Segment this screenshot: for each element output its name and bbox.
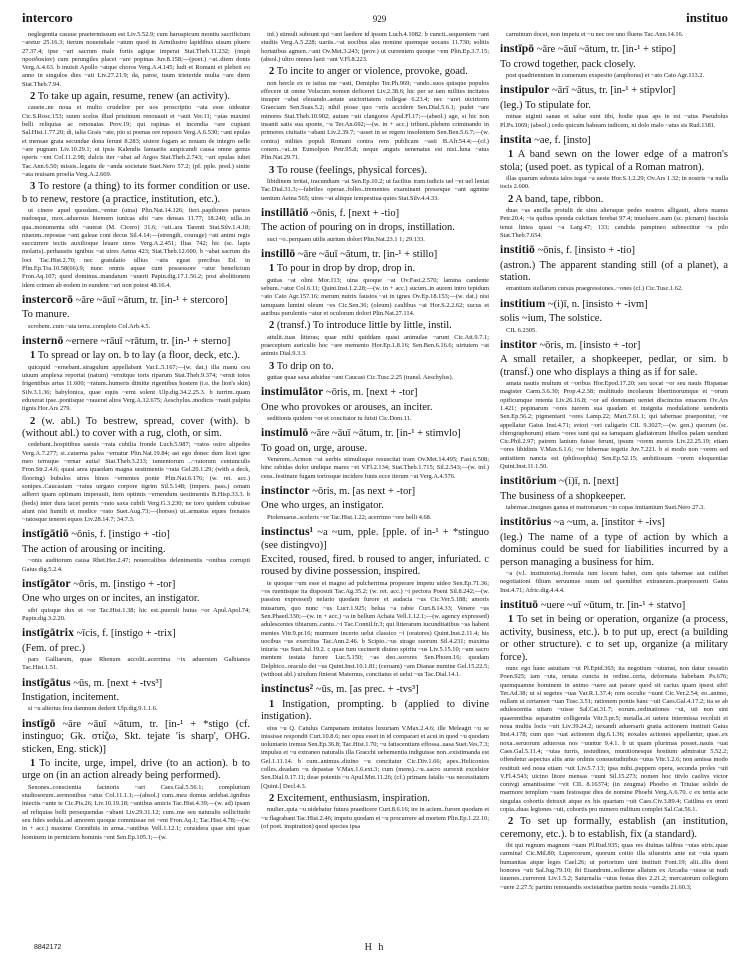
headword: instīpō bbox=[500, 42, 535, 56]
citations: non hercle ex re istius me ~asti, Demipho Ter.Ph.969; ~ando..suos quisque populos effecere ut omne Volscum nomen deficeret Liv.2.38.6; hic per se iam milites incitatos insuper ~abat eleuando..aetate auctoritatem collegae 6.23.4; nec ~aret uictricem Graeciam Sen.Suas.5.2; nihil posse quo ~eris accidere Sen.Dial.5.6.1; pudet ~are minores Stat.Theb.10.902; auium ~ati clangores Apul.Fl.17;—(absol.) age, si hic non insanit satis sua sponte, ~a Ter.An.692;—(w. in + acc.) tribuni..plebem criminando in primores ciuitatis ~abant Liv.2.39.7; ~asset in se regem insolentem Sen.Ben.5.6.7;—(w. contra) milites populi Romani contra rem publicam ~asti B.Afr.54.4;—(cf.) conem..~at..in Eumolpon Petr.95.8; neque anguis uenenatus est nisi..luna ~atus Plin.Nat.29.71. bbox=[261, 79, 489, 162]
sense-definition bbox=[500, 149, 728, 174]
citations: errantium stellarum cursus praegressiones..~ones (cf.) Cic.Tusc.1.62. bbox=[506, 285, 683, 293]
citations: seditionis quidem ~or et concitator tu fuisti Cic.Dom.11. bbox=[267, 415, 412, 423]
entry-header bbox=[22, 335, 250, 348]
dictionary-entry bbox=[261, 485, 489, 522]
definition-text: To pour in drop by drop, drop in. bbox=[276, 263, 416, 275]
entry-header bbox=[22, 294, 250, 307]
definition-text: Excitement, enthusiasm, inspiration. bbox=[276, 792, 430, 804]
sense-number: 3 bbox=[269, 164, 275, 176]
citations: cedebant..hospitibus saeuis ~rata cubilia fronde Luch.5.987; ~ratos ostro alipedes Verg.A.7.277; si..cauerna palea ~ernatur Plin.Nat.19.84; ast ego donec dum licet igne meo terraque ~ernar auita! Stat.Theb.3.213; iumentorum ..~ratorum centunculis Fron.Str.2.4.6; quasi area quaedam magna uestimentis ~rata Gel.20.1.29; (with a deck, flooring) bubulos utres binos ~ernentes ponte Plin.Nat.6.176; (w. ret. acc.) sonipes..Caucasiam ~ratus uirgato corpore tigrim Sil.5.148; (impers. pass.) cenam adferri quam optimam imperauit, item optimis ~ernendum uestimentis B.Hisp.33.3. b (beds) inter dura iacet pernix ~rato saxa cubili Verg.G.3.230; ne toro quidem cubuisse aiunt nisi humili et modice ~rato Suet.Aug.73;—(horses) ut..armatus eques frenatos ~ratosque teneret equos Liv.28.14.7; 34.7.3. bbox=[22, 441, 250, 524]
headword: instinctus² bbox=[261, 682, 314, 696]
headword: instipulor bbox=[500, 83, 550, 97]
grammar-info: ~ōris, m. bbox=[326, 387, 364, 399]
entry-header bbox=[500, 84, 728, 97]
dictionary-entry bbox=[500, 599, 728, 892]
definition-text: Instigation, incitement. bbox=[22, 692, 120, 704]
dictionary-entry bbox=[261, 207, 489, 244]
citations: quicquid ~ernebant..stragulum appellabant Var.L.5.167;—(w. dat.) illa manu ceu uiuum amplexa reportat (natum) ~ernitque toris riparum Stat.Theb.9.374; ~ernit totos frigentibus artus 11.600; ~ratum..humeris dimitte rigentibus hostem (i.e. the lion's skin) Silv.3.1.36; babylonica, quae equis ~erni solent Ulp.dig.34.2.25.3. b turrim..quam eduxerat ipse..pontisque ~rauerat altos Verg.A.12.675; Aeschylus..modicis ~rauit pulpita tignis Hor.Ars 279. bbox=[22, 363, 250, 413]
citations: si ~u alterius fera damnum dederit Ulp.dig.9.1.1.6. bbox=[28, 705, 158, 713]
etymology: [instigo + -tor] bbox=[113, 578, 176, 590]
column-middle bbox=[261, 30, 489, 896]
sense-definition bbox=[22, 416, 250, 441]
definition-text: Excited, roused, fired. b roused to anger, infuriated. c roused by divine possession, inspired. bbox=[261, 554, 489, 578]
grammar-info: ~āre ~āuī ~ātum, tr. bbox=[297, 248, 381, 260]
etymology: [in-¹ + stimvlo] bbox=[396, 428, 461, 440]
sense-definition bbox=[261, 263, 489, 275]
dictionary-entry bbox=[500, 339, 728, 471]
definition-text: One who provokes or arouses, an inciter. bbox=[261, 401, 433, 413]
definition-text: To restore (a thing) to its former condition or use. b to renew, restore (a practice, institution, etc.). bbox=[22, 181, 251, 205]
sense-definition bbox=[500, 354, 728, 379]
sense-definition bbox=[22, 91, 250, 103]
definition-text: (transf.) To introduce little by little, instil. bbox=[276, 320, 452, 332]
grammar-info: ~ārī ~ātus, tr. bbox=[551, 85, 608, 97]
entry-header bbox=[261, 427, 489, 440]
definition-text: (leg.) The name of a type of action by which a dominus could be sued for liabilities incurred by a person managing a business for him. bbox=[500, 531, 728, 568]
sense-number: 1 bbox=[30, 757, 36, 769]
headword: instillō bbox=[261, 246, 296, 260]
sense-number: 2 bbox=[508, 193, 514, 205]
entry-header bbox=[500, 599, 728, 612]
sense-definition bbox=[22, 593, 250, 605]
sense-definition bbox=[500, 491, 728, 503]
dictionary-entry bbox=[22, 578, 250, 623]
sense-number: 1 bbox=[30, 350, 36, 362]
etymology: [as prec. + -tvs³] bbox=[349, 684, 419, 696]
headword: instercorō bbox=[22, 292, 74, 306]
citations: sibi quisque dux et ~or Tac.Hist.1.38; hic est..pueruli huius ~or Apul.Apol.74; Papin.dig.3.2.20. bbox=[22, 606, 250, 622]
citations: cauete..ne noua et multo crudelior per uos proscriptio ~ata esse uideatur Cic.S.Rosc.153; suum scelus illud pristinum renouauit et ~auit Ver.11; ~atas maximi belli reliquias ac renouatas Prov.19; qui rapinas et incendia ~are cupiant Sal.Hist.1.77.20; di, talia Grais ~ate, pio si poenas ore reposco Verg.A.6.530; ~ant epulas et mensae grata secundae dona ferunt 8.283; sistere fugam ac nouam de integro uelle ~are pugnam Liv.10.29.1; ut ipsis Kalendis Ianuariis auspicandi causa omne genus operis ~ent Col.11.2.98; dulcis iter ~abat ad Argos Stat.Theb.2.743; ~ari epulas iubet Tac.Ann.6.50; missis..legatis de ~anda societate Suet.Nero 57.2; (pf. pple. pred.) sinite ~ata reuisam proelia Verg.A.2.669. bbox=[22, 104, 250, 178]
grammar-info: ~āre ~āuī ~ātum, tr. bbox=[310, 428, 394, 440]
definition-text: (w. abl.) To bestrew, spread, cover (with). b (without abl.) to cover with a rug, cloth, or sim. bbox=[22, 415, 250, 440]
etymology: [next + -tio] bbox=[348, 207, 400, 219]
etymology: [insisto + -tor] bbox=[579, 339, 641, 351]
sense-definition bbox=[22, 643, 250, 655]
definition-text: (Fem. of prec.) bbox=[22, 642, 85, 654]
grammar-info: ~āre ~āuī ~ātum, tr. bbox=[536, 44, 620, 56]
definition-text: One who urges, an instigator. bbox=[261, 500, 384, 512]
dictionary-entry bbox=[261, 427, 489, 481]
dictionary-entry bbox=[500, 43, 728, 80]
sense-definition bbox=[500, 614, 728, 664]
sense-number: 2 bbox=[269, 66, 275, 78]
headword: instīgātor bbox=[22, 576, 71, 590]
entry-header bbox=[22, 528, 250, 541]
sense-definition bbox=[22, 309, 250, 321]
sense-definition bbox=[500, 260, 728, 285]
grammar-info: ~ōris, m. bbox=[73, 578, 111, 590]
grammar-info: ~īcis, f. bbox=[76, 628, 109, 640]
sense-number: 2 bbox=[269, 320, 275, 332]
guide-word-left: intercoro bbox=[22, 10, 73, 25]
sense-number: 1 bbox=[269, 263, 275, 275]
dictionary-entry bbox=[500, 31, 728, 39]
headword: insternō bbox=[22, 334, 64, 348]
dictionary-entry bbox=[261, 248, 489, 382]
guide-word-right: instituo bbox=[686, 10, 728, 25]
etymology: [next] bbox=[593, 476, 619, 488]
etymology: [insisto + -tio] bbox=[574, 245, 635, 257]
citations: illas quarum subsuta talos tegat ~a ueste Hor.S.1.2.29; Ov.Ars 1.32; in nostris ~a nulla iocis 2.600. bbox=[500, 175, 728, 191]
citations: ~onis auditorum causa Rhet.Her.2.47; nouercalibus delenimentis ~onibus corrupti Gaius dig.5.2.4. bbox=[22, 557, 250, 573]
citations: inf.) stimuli subsunt qui ~ant laedere id ipsum Luch.4.1082. b cuncti..sequentem ~ant studiis Verg.A.5.228; uariis..~at uocibus alas nomine quemque uocans 11.730; solitis hortatibus agmen..~ant Ov.Met.3.243; (prov.) ut currentem quoque ~em Plin.Ep.3.7.15; (absol.) ultro omnes laeti ~ant V.Fl.8.223. bbox=[261, 31, 489, 63]
sense-definition bbox=[500, 313, 728, 325]
citations: carminum docet, non impetu et ~u nec ore uno fluens Tac.Ann.14.16. bbox=[506, 31, 684, 38]
citations: attulit..tuas litteras; quae mihi quiddam quasi animulae ~arunt Cic.Att.9.7.1; praeceptum auriculis hoc ~are memento Hor.Ep.1.8.16; Sen.Ben.6.16.6; uirtutem ~at animis Dial.9.3.3. bbox=[261, 333, 489, 358]
definition-text: The action of arousing or inciting. bbox=[22, 543, 166, 555]
sense-number: 1 bbox=[269, 698, 275, 710]
etymology: [in-¹ + sterno] bbox=[171, 336, 231, 348]
headword: institōrium bbox=[500, 474, 557, 488]
citations: post quadriennium in cumenum exspesito (amphoras) et ~ato Cato Agr.113.2. bbox=[506, 72, 705, 80]
dictionary-entry bbox=[22, 718, 250, 842]
entry-header bbox=[500, 339, 728, 352]
dictionary-entry bbox=[261, 31, 489, 203]
citations: mulier..quia ~u uidebatur futura praedicere Curt.8.6.16; ire in aciem..furore quodam et ~u flagrabant Tac.Hist.2.46; impetu quodam et ~u procurrere ad mortem Plin.Ep.1.22.10; (of poet. inspiration) quod species ipsa bbox=[261, 806, 490, 830]
headword: instinctus¹ bbox=[261, 525, 314, 539]
print-code: 8842172 bbox=[34, 944, 62, 951]
sense-number: 2 bbox=[269, 792, 275, 804]
entry-header bbox=[500, 516, 728, 529]
headword: instīgātus bbox=[22, 675, 71, 689]
definition-text: To take up again, resume, renew (an activity). bbox=[37, 91, 230, 103]
running-head bbox=[22, 10, 728, 30]
entry-header bbox=[261, 386, 489, 399]
citations: minae uiginti sanae et salue sunt tibi, hodie quas aps te est ~atus Pseudolus Pl.Ps.1069; (absol.) cedo quicum habeam iudicem, ni dolo malo ~atus sis Rud.1381. bbox=[500, 113, 728, 129]
dictionary-entry bbox=[22, 294, 250, 331]
grammar-info: ~ernere ~rāuī ~rātum, tr. bbox=[66, 336, 170, 348]
grammar-info: ~(i)ī, n. bbox=[547, 298, 580, 310]
etymology: [insto] bbox=[563, 134, 591, 146]
definition-text: To incite to anger or violence, provoke, goad. bbox=[276, 66, 468, 78]
sense-definition bbox=[500, 532, 728, 569]
headword: instituō bbox=[500, 597, 539, 611]
headword: instīgō bbox=[22, 716, 56, 730]
sense-definition bbox=[22, 692, 250, 704]
citations: guttae quae saxa adsidue ~ant Caucasi Cic.Tusc.2.25 (transl. Aeschylus). bbox=[267, 373, 454, 381]
grammar-info: ~ōris, m. bbox=[312, 486, 350, 498]
citations: pars Galliarum, quae Rhenum accolit..acerrima ~ix aduersum Galbianos Tac.Hist.1.51. bbox=[22, 656, 250, 672]
signature-mark: H h bbox=[364, 942, 386, 953]
sense-definition bbox=[261, 500, 489, 512]
definition-text: The business of a shopkeeper. bbox=[500, 490, 626, 502]
etymology: [next + -tvs³] bbox=[107, 677, 163, 689]
sense-number: 1 bbox=[508, 149, 514, 161]
entry-header bbox=[261, 526, 489, 552]
citations: scrobem..cum ~ata terra..completo Col.Arb.4.5. bbox=[28, 322, 151, 330]
citations: amata nautis multum et ~oribus Hor.Epod.17.20; seu uocat ~or seu nauis Hispanae magister Carm.3.6.30; Prop.4.2.38; multitudo incolarum libertinorumque et ~orum opificumque retenta Liv.26.16.8; ~or ad dominam ueniet discinctus emacem Ov.Ars 1.421; popinarum ~ores tuerem sua quadam et insignita modulatione uendentis Sen.Ep.56.2; pigmentarii ~ores Lamp.22; Mart.7.61.1; qui tabernae praeponitur, ~or appellatur Gaius Inst.4.71; svtori ~ori caligario CIL 9.3027;—(w. gen.) quorum (sc. chirographorum) etiam ~ores sunt qui ea tamquam gladiatorum libellos palam uendunt Cic.Phil.2.97; patrem lanium fuisse ferunt, ipsum ~orem mercis Liv.22.25.19; etiam ~ores libidinis V.Max.6.1.6; ~or hibernae tegetis Juv.7.221. b si modo non ~orem sed antistitem nancta est (philosophia) Sen.Ep.52.15; ambitiosum ~orem eloquentiae Quint.Inst.11.1.50. bbox=[500, 380, 728, 471]
definition-text: To spread or lay on. b to lay (a floor, deck, etc.). bbox=[37, 350, 241, 362]
definition-text: The action of pouring on in drops, instillation. bbox=[261, 222, 455, 234]
headword: instillātiō bbox=[261, 205, 309, 219]
definition-text: A small retailer, a shopkeeper, pedlar, or sim. b (transf.) one who displays a thing as if for sale. bbox=[500, 354, 728, 378]
sense-definition bbox=[261, 66, 489, 78]
entry-header bbox=[261, 485, 489, 498]
dictionary-entry bbox=[261, 526, 489, 679]
headword: instita bbox=[500, 132, 532, 146]
sense-number: 3 bbox=[269, 360, 275, 372]
entry-header bbox=[22, 718, 250, 756]
entry-header bbox=[261, 248, 489, 261]
citations: ibi qui regnum magnum ~uam Pl.Rud.935; quas res diuinas talibus ~utas uiris..quae carmina! Cic.Mil.80; Lupercorum, quorum coitio illa siluestris ante est ~uta quam humanitas atque leges Cael.26; ut portorium uini instituit Font.19; alii..illis domi honores ~uti Sal.Jug.79.10; ibi Euandrum..sollenne allatum ex Arcadia ~uisse ut nudi iuuenes..currerent Liv.1.5.2; Saturnalia ~utus festas dies 2.21.2; mercatorum collegium ~uere 2.27.5; partim renouandis societatibus partim nouis ~uendis 21.60.3; bbox=[500, 842, 728, 891]
grammar-info: ~ae, f. bbox=[534, 134, 561, 146]
definition-text: To set in being or operation, organize (a process, activity, business, etc.). b to put up, erect (a building or other structure). c to set up, organize (a military force). bbox=[500, 614, 729, 663]
citations: Venerem..Acmon ~at uerbis stimulisque resuscitat iram Ov.Met.14.495; Fast.6.508; hinc rabidas dolor undique mares ~et V.Fl.2.134; Stat.Theb.1.715; Sil.2.543;—(w. inf.) ceus..festinare fugam tortosque incidere funis ecce iterum ~at Verg.A.4.576. bbox=[261, 456, 489, 480]
sense-number: 1 bbox=[508, 614, 514, 626]
etymology: [in-¹ + stipvlor] bbox=[610, 85, 676, 97]
sense-definition bbox=[500, 194, 728, 206]
etymology: [in-¹ + stillo] bbox=[383, 248, 438, 260]
headword: institium bbox=[500, 296, 546, 310]
grammar-info: ~āre ~āuī ~ātum, tr. bbox=[62, 718, 159, 730]
dictionary-entry bbox=[500, 516, 728, 595]
citations: te quoque ~um esse et magno ad pulcherrima properare impetu uideo Sen.Ep.71.36; ~os ruentisque ita disposuit Tac.Ag.35.2; (w. ret. acc.) ~i pectora Poeni Sil.8.242;—(w. passion expressed) nefario quodam furore et audacia ~us Cic.Ver.5.188; amoris musarum, quo nunc ~us Lucr.1.925; belua ~a rabie Curt.8.14.33; Venere ~us Sen.Phaed.330;—(w. in + acc.) ~a in bellum Achaia Vell.1.12.1;—(w. agency expressed) adulescentes tibiarum..cantu..~i Tac.Connil.fr.3; qui litterarum iucunditatibus ~as habent mentes Vitr.9.pr.16; murmure incerto uelut classico ~i (oratores) Quint.Inst.2.11.4; his uocibus ~us exercitus Tac.Ann.2.46. b Scipio..~us strage suorum Sil.4.231; maxima iniuria ~us Suet.Jul.19.2. c quae tum cecinerit diuino spiritu ~us Liv.5.15.10; ~am sacro mentem testata furore Luc.5.150; ~as deo..sorores Sen.Phoen.16; quodam Delphico..oraculo dei ~us Quint.Inst.10.1.81; (ceruam) ~am Dianae numine Gel.15.22.5; (without abl.) uixdum finierat Maternus, concitatus et uelut ~us Tac.Dial.14.1. bbox=[261, 579, 489, 679]
entry-header bbox=[500, 134, 728, 147]
citations: guttas ~at olini Mor.113; uina quoque ~at Ov.Fast.2.570; lamina candente sebum..~atur Col.6.11; Quint.Inst.1.2.28;—(w. in + acc.) sucum..in aurem intro tepidum ~ato Cato Agr.157.16; merum nutrix faustos ~at in ignes Ov.Ep.18.153;—(w. dat.) nisi tamquam lumini oleum ~es Cic.Sen.36; (oleum) caulibus ~at Hor.S.2.2.62; sucus et auribus purulentis ~atur et oculorum dolori Plin.Nat.27.114. bbox=[261, 276, 489, 317]
citations: tabernae..insignes ganea et matronarum ~io copas imitantium Suet.Nero 27.3. bbox=[506, 504, 705, 512]
definition-text: To drip on to. bbox=[276, 360, 334, 372]
grammar-info: ~a ~um, pple. bbox=[317, 527, 379, 539]
grammar-info: ~ōris, m. bbox=[539, 339, 577, 351]
dictionary-entry bbox=[22, 528, 250, 573]
grammar-info: ~uere ~uī ~ūtum, tr. bbox=[540, 599, 625, 611]
etymology: [instigo + -tio] bbox=[108, 529, 170, 541]
headword: instinctor bbox=[261, 484, 310, 498]
headword: institōrius bbox=[500, 515, 552, 529]
grammar-info: ~āre ~āuī ~ātum, tr. bbox=[75, 294, 159, 306]
sense-definition bbox=[261, 320, 489, 332]
citations: neglegentia casuue praetermissum est Liv.5.52.9; cum haruspicum monitu sacrificium ~aretur 25.16.3; iterum nouendiale ~atum quod in Armilustro lapidibus uisum pluere 27.37.4; ipse ~ari sacrum male fortis agique imperat Stat.Theb.11.232; (παρὰ προσδοκίαν) cum perungiles placet ~are popinas Juv.8.158;—(poet.) ~at..diem donis Verg.A.4.63. b inuisit Apollo ~atque choros Verg.A.4.145; ludi et Romani et plebeii eo anno in singulos dies ~ati Liv.27.21.9; da, paroe, tuum trieteride multa ~are diem Stat.Theb.7.94. bbox=[22, 31, 250, 88]
etymology: [in-¹ + stercoro] bbox=[160, 294, 228, 306]
etymology: [institor + -ivs] bbox=[601, 517, 665, 529]
grammar-info: ~ōnis, f. bbox=[537, 245, 573, 257]
dictionary-entry bbox=[22, 627, 250, 672]
etymology: [in-¹ + *stigo (cf. instinguo; Gk. στίζω, Skt. tejate 'is sharp', OHG. sticken, Eng. stick)] bbox=[22, 718, 250, 755]
etymology: [insisto + -ivm] bbox=[582, 298, 648, 310]
grammar-info: ~ūs, m. bbox=[73, 677, 105, 689]
definition-text: To crowd together, pack closely. bbox=[500, 58, 636, 70]
sense-definition bbox=[261, 165, 489, 177]
citations: duas ~as ancilla protulit de sinu alteraque pedes nostros alligauit, altera manus Petr.20.4; ~is quibus sponda culcitam ferebat 97.4; inuoluere..eam (sc. picnam) fasciola tenui lintea quasi ~a Larg.47; 133; candida pampineo subnectitur ~a pilo Stat.Theb.7.654. bbox=[500, 207, 728, 239]
etymology: [as next + -tor] bbox=[352, 486, 416, 498]
citations: nunc ego hanc astutiam ~ui Pl.Epid.363; ita negotium ~utumst, non datur cessatio Poen.925; iam ~uta, ornata cuncta in ordine..certa, deformata habebam Ps.676; quemquamne hominem in animo ~uere aut parare quod sit carius quam ipsest sibi! Ter.Ad.38; ut si segetes ~uas Var.R.1.37.4; rem occulte ~uunt Cic.Ver.2.54; eo..animo, nullam ut certamen ~uan Tusc.3.51; rationem pontis hanc ~uit Caes.Gal.4.17.2; ita se ab adulescentia uitam ~uisse Sal.Cat.31.7; eorum..ordinationes ~ui, uti non sint quaerentibus separatim colligenda Vitr.5.pr.5; metalla..et uetera intermissa recoluit et noua multis locis ~uit Liv.39.24.2; uexandi aduersarii gratia actionem instituit Gaius Inst.4.178; cum quo ~uat actionem dig.6.1.36; noxales actiones appellantur, quae..ex noxa..seruorum aduersus nos ~uuntur 9.4.1. b ut quam plurimas posset..nauis ~uat Caes.Gal.5.11.4; ~utas turris, testudines, munitionesque hostium admiratur 5.52.2; offendetur aspectus aliis ante ordinis consuetudinibus ~utus Vitr.1.2.6; non amissa modo restituit sed noua etiam ~uit Liv.5.7.13; ipsa mihi..puppem opera, secunda proles ~uit V.Fl.4.543; uicino litore mensas ~uunt Sil.15.273; nomen hoc titvlo caelivs victor conivgi amantissime ~vit CIL 8.16374; (in zeugma) Phoebo et Triuiae solido de marmore templum ~uam festosque dies de nomine Phoebi Verg.A.6.70. c ex tertia acie singulas cohortis detraxit atque ex his quartam ~uit Caes.Civ.3.89.4; Catilina ex omni copia..duas legiones ~uit, cohortis pro numero militum complet Sal.Cat.56.1. bbox=[500, 664, 728, 814]
entry-header bbox=[500, 244, 728, 257]
column-right bbox=[500, 30, 728, 896]
citations: libidinem irritat, iracundiam ~at Sen.Ep.10.2; ut facilius iram iudicis uel ~et uel leniat Tac.Dial.31.3;—fabriles operae..folles..trementes examinant pressoque ~ant agmine uentum Aetna 565; uires ~at alitque tempestiua quies Stat.Silv.4.4.33. bbox=[261, 177, 489, 202]
column-left bbox=[22, 30, 250, 896]
sense-definition bbox=[261, 361, 489, 373]
headword: institiō bbox=[500, 243, 535, 257]
definition-text: (leg.) To stipulate for. bbox=[500, 99, 591, 111]
definition-text: One who urges on or incites, an instigator. bbox=[22, 593, 200, 605]
sense-definition bbox=[261, 222, 489, 234]
sense-definition bbox=[22, 758, 250, 783]
sense-definition bbox=[261, 443, 489, 455]
citations: CIL 6.2305. bbox=[506, 326, 537, 334]
sense-number: 3 bbox=[30, 181, 36, 193]
sense-definition bbox=[22, 350, 250, 362]
headword: instimulātor bbox=[261, 385, 324, 399]
sense-number: 2 bbox=[30, 91, 36, 103]
sense-definition bbox=[261, 402, 489, 414]
dictionary-entry bbox=[500, 134, 728, 240]
etymology: [pple. of in-¹ + *stinguo (see distingvo)] bbox=[261, 527, 489, 551]
sense-number: 2 bbox=[508, 816, 514, 828]
dictionary-entry bbox=[22, 31, 250, 290]
dictionary-entry bbox=[22, 335, 250, 524]
grammar-info: ~a ~um, a. bbox=[553, 517, 599, 529]
etymology: [instigo + -trix] bbox=[110, 628, 176, 640]
entry-header bbox=[261, 207, 489, 220]
citations: Senones..conscientia facinoris ~ari Caes.Gal.5.56.1; complurium studiosorum..sermonibus ~atus Col.11.1.1;—(absol.) cum..mea domus ardebat..ignibus iniectis ~ante te Cic.Pis.26; Liv.10.19.18; ~antibus amicis Tac.Hist.4.39;—(w. ad) ipsam ad reliquias belli persequendas ~abant Liv.29.31.12; cum..me seu naturalis sollicitudo seu fides sedula..ad amorem quoque commissae rei ~ent Fron.Aq.1; Tac.Hist.4.78;—(w. in + acc.) maxime Corinthiis in arma..~antibus Vell.1.12.1; considera quae sint quae hominem in perniciem hominis ~ent Sen.Ep.105.1;—(w. bbox=[22, 783, 250, 841]
sense-definition bbox=[500, 59, 728, 71]
dictionary-entry bbox=[500, 244, 728, 294]
entry-header bbox=[22, 578, 250, 591]
entry-header bbox=[261, 683, 489, 696]
etymology: [in-¹ + stipo] bbox=[622, 44, 676, 56]
headword: instīgātiō bbox=[22, 527, 69, 541]
sense-definition bbox=[261, 793, 489, 805]
dictionary-entry bbox=[500, 475, 728, 512]
entry-header bbox=[22, 677, 250, 690]
citations: eius ~u Q. Catulus Campanam imitatus luxuriam V.Max.2.4.6; ille Meleagri ~u se inississe respondit Curt.10.8.6; nec opus esset in id comparari et acui in quod ~u quodam uoluntario iremus Sen.Ep.36.8; Tac.Hist.1.70; ~u fatiscentium effossa..uasa Suet.Ves.7.3; impulsu et ~u extraneo naturalis illa Gracchi uehementia indiguisse non..existimanda est Gel.1.11.14. b cum..animus..diuino ~u concitatur Cic.Div.1.66; apes..Heliconios colles..deadam ~u depastae V.Max.1.6.ext.3; cum (mens)..~u..sacro surrexit excelsior Sen.Dial.9.17.11; deae potentis ~u Apul.Met.11.26; (cf.) primam fatalis ~us necessitatem [Quint.] Decl.4.3. bbox=[261, 724, 489, 790]
definition-text: To incite, urge, impel, drive (to an action). b to urge on (in an action already being performed). bbox=[22, 757, 251, 782]
definition-text: A band sewn on the lower edge of a matron's stola; (used poet. as typical of a Roman matron). bbox=[500, 149, 728, 173]
entry-header bbox=[22, 627, 250, 640]
headword: instimulō bbox=[261, 426, 309, 440]
grammar-info: ~ōnis, f. bbox=[311, 207, 346, 219]
sense-definition bbox=[22, 544, 250, 556]
etymology: [in-¹ + statvo] bbox=[627, 599, 686, 611]
page-number: 929 bbox=[372, 14, 387, 24]
dictionary-columns bbox=[22, 30, 728, 896]
definition-text: To goad on, urge, arouse. bbox=[261, 442, 368, 454]
dictionary-entry bbox=[500, 298, 728, 335]
definition-text: To manure. bbox=[22, 309, 70, 321]
grammar-info: ~ūs, m. bbox=[315, 684, 347, 696]
dictionary-entry bbox=[261, 683, 489, 831]
entry-header bbox=[500, 298, 728, 311]
citations: suci ~o..perquam utilis aurium dolori Plin.Nat.23.1 1; 29.133. bbox=[267, 235, 425, 243]
definition-text: A band, tape, ribbon. bbox=[515, 193, 604, 205]
sense-definition bbox=[22, 181, 250, 206]
etymology: [next + -tor] bbox=[366, 387, 418, 399]
grammar-info: ~ōnis, f. bbox=[71, 529, 106, 541]
sense-number: 2 bbox=[30, 415, 36, 427]
dictionary-entry bbox=[22, 677, 250, 714]
citations: ~a (v.l. institutoria)..formula tum locum habet, cum quis tabernae aut cuilibet negotiationi filium seruumue suum uel quemlibet extraneum..praeposuerit Gaius Inst.4.71; Afric.dig.4.4.4. bbox=[500, 570, 728, 594]
definition-text: To set up formally, establish (an institution, ceremony, etc.). b to establish, fix (a standard). bbox=[500, 816, 729, 840]
citations: ut cinere apud quosdam..~entur (uina) Plin.Nat.14.126; fieri..papiliones paruos nudosque, mox..aduersus hiemem tunicas sibi ~are densas 11.77; 18.240; uilla..in qua..monumenta sibi ~auerat (M. Cicero) 31.6; ~ati..ara Tarenti Stat.Silv.1.4.18; niueum..repostae ~ant galeae coni decus Sil.4.14;—(strength, courage) ~ati animi regis succurrere tectis auxilioque leuare uiros Verg.A.2.451; Ilias 742; hic (sc. lapis molaris)..perhaustis ignibus ~at uires Aetna 423; Stat.Theb.12.600. b ~abat sacrum dis loci Tac.Hist.2.70; nec gratulatio ullius ~atis egeat precibus Ed. in Plin.Ep.Tra.10.58(66).9; nunc omnis aquae cum possessore ~atur beneficium Fron.Aq.107; quod dominus..mandatum ~auerit Papin.dig.17.1.56.2; post abolitionem idem crimen ab eodem in eundem ~ari non potest 48.16.4. bbox=[22, 206, 250, 289]
headword: instīgātrix bbox=[22, 626, 74, 640]
headword: institor bbox=[500, 337, 537, 351]
dictionary-entry bbox=[261, 386, 489, 423]
definition-text: solis ~ium, The solstice. bbox=[500, 313, 603, 325]
sense-definition bbox=[261, 699, 489, 724]
dictionary-entry bbox=[500, 84, 728, 129]
citations: Ptolemaeus..sceleris ~or Tac.Hist.1.22; acerrimo ~ore belli 4.68. bbox=[267, 513, 432, 521]
definition-text: To rouse (feelings, physical forces). bbox=[276, 164, 427, 176]
entry-header bbox=[500, 43, 728, 56]
sense-definition bbox=[500, 816, 728, 841]
entry-header bbox=[500, 475, 728, 488]
sense-definition bbox=[500, 100, 728, 112]
grammar-info: ~(i)ī, n. bbox=[559, 476, 591, 488]
definition-text: Instigation, prompting. b (applied to divine instigation). bbox=[261, 698, 489, 723]
sense-definition bbox=[261, 554, 489, 579]
definition-text: (astron.) The apparent standing still (of a planet), a station. bbox=[500, 259, 728, 284]
